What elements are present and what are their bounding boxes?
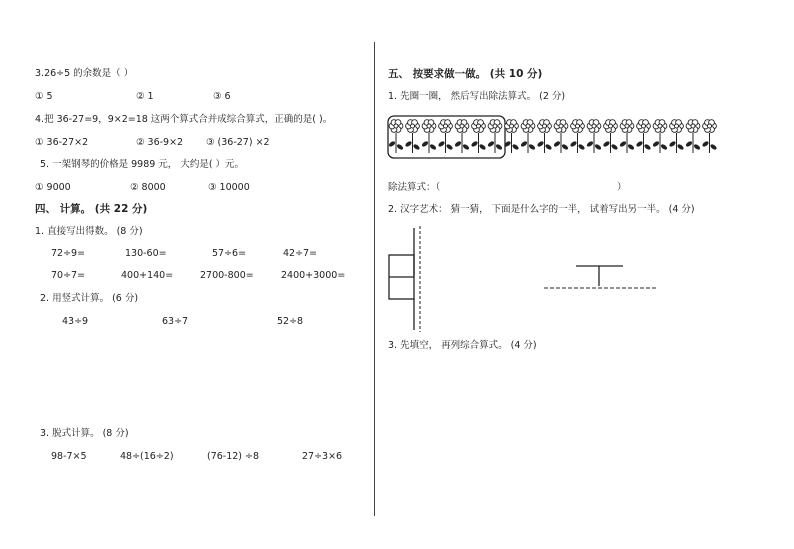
flower-icon (586, 120, 602, 153)
calc-item: 130-60= (125, 248, 167, 259)
section5-q1-title: 1. 先圈一圈， 然后写出除法算式。 (2 分) (388, 91, 566, 102)
section5-q2-title: 2. 汉字艺术： 猜一猜， 下面是什么字的一半， 试着写出另一半。 (4 分) (388, 204, 695, 215)
flower-icon (701, 120, 717, 153)
calc-item: 2700-800= (200, 270, 254, 281)
flower-icon (404, 120, 420, 153)
section4-p2-title: 2. 用竖式计算。 (6 分) (40, 293, 139, 304)
column-divider (374, 42, 375, 516)
flower-icon (437, 120, 453, 153)
step-calc-item: 98-7×5 (51, 451, 87, 462)
flower-icon (553, 120, 569, 153)
vertical-calc-item: 43÷9 (62, 316, 89, 327)
flower-row-graphic (387, 115, 723, 161)
q3-stem: 3.26÷5 的余数是（ ） (35, 68, 134, 79)
half-character-2 (540, 234, 660, 294)
calc-item: 57÷6= (212, 248, 247, 259)
flower-icon (652, 120, 668, 153)
flower-icon (536, 120, 552, 153)
flower-icon (635, 120, 651, 153)
flower-icon (668, 120, 684, 153)
vertical-calc-item: 52÷8 (277, 316, 304, 327)
section5-q3-title: 3. 先填空， 再列综合算式。 (4 分) (388, 340, 537, 351)
q5-stem: 5. 一架钢琴的价格是 9989 元， 大约是( ）元。 (40, 159, 245, 170)
vertical-calc-item: 63÷7 (162, 316, 189, 327)
flower-icon (454, 120, 470, 153)
step-calc-item: (76-12) ÷8 (207, 451, 260, 462)
flower-icon (487, 120, 503, 153)
section4-title: 四、 计算。 (共 22 分) (35, 203, 148, 215)
half-character-1 (386, 224, 426, 334)
flower-icon (619, 120, 635, 153)
calc-item: 42÷7= (283, 248, 318, 259)
q4-option-2[interactable]: ② 36-9×2 (136, 137, 184, 148)
q3-option-2[interactable]: ② 1 (136, 91, 154, 102)
flower-icon (421, 120, 437, 153)
calc-item: 400+140= (121, 270, 174, 281)
q5-option-1[interactable]: ① 9000 (35, 182, 71, 193)
q4-stem: 4.把 36-27=9，9×2=18 这两个算式合并成综合算式，正确的是( )。 (35, 114, 333, 125)
division-answer-close: ） (617, 182, 627, 193)
flower-icon (503, 120, 519, 153)
calc-item: 2400+3000= (281, 270, 346, 281)
calc-item: 72÷9= (51, 248, 86, 259)
q5-option-3[interactable]: ③ 10000 (208, 182, 250, 193)
flower-icon (685, 120, 701, 153)
step-calc-item: 27÷3×6 (302, 451, 343, 462)
division-answer-blank[interactable] (450, 182, 615, 194)
flower-icon (569, 120, 585, 153)
q4-option-1[interactable]: ① 36-27×2 (35, 137, 89, 148)
flower-icon (470, 120, 486, 153)
q3-option-1[interactable]: ① 5 (35, 91, 53, 102)
section5-title: 五、 按要求做一做。 (共 10 分) (388, 68, 543, 80)
section4-p3-title: 3. 脱式计算。 (8 分) (40, 428, 129, 439)
flower-icon (602, 120, 618, 153)
q4-option-3[interactable]: ③ (36-27) ×2 (206, 137, 270, 148)
q3-option-3[interactable]: ③ 6 (213, 91, 231, 102)
flower-row[interactable] (387, 115, 723, 161)
section4-p1-title: 1. 直接写出得数。 (8 分) (35, 226, 143, 237)
flower-icon (520, 120, 536, 153)
q5-option-2[interactable]: ② 8000 (130, 182, 166, 193)
flower-icon (388, 120, 404, 153)
step-calc-item: 48÷(16÷2) (120, 451, 174, 462)
calc-item: 70÷7= (51, 270, 86, 281)
division-answer-label: 除法算式：（ (388, 182, 441, 193)
